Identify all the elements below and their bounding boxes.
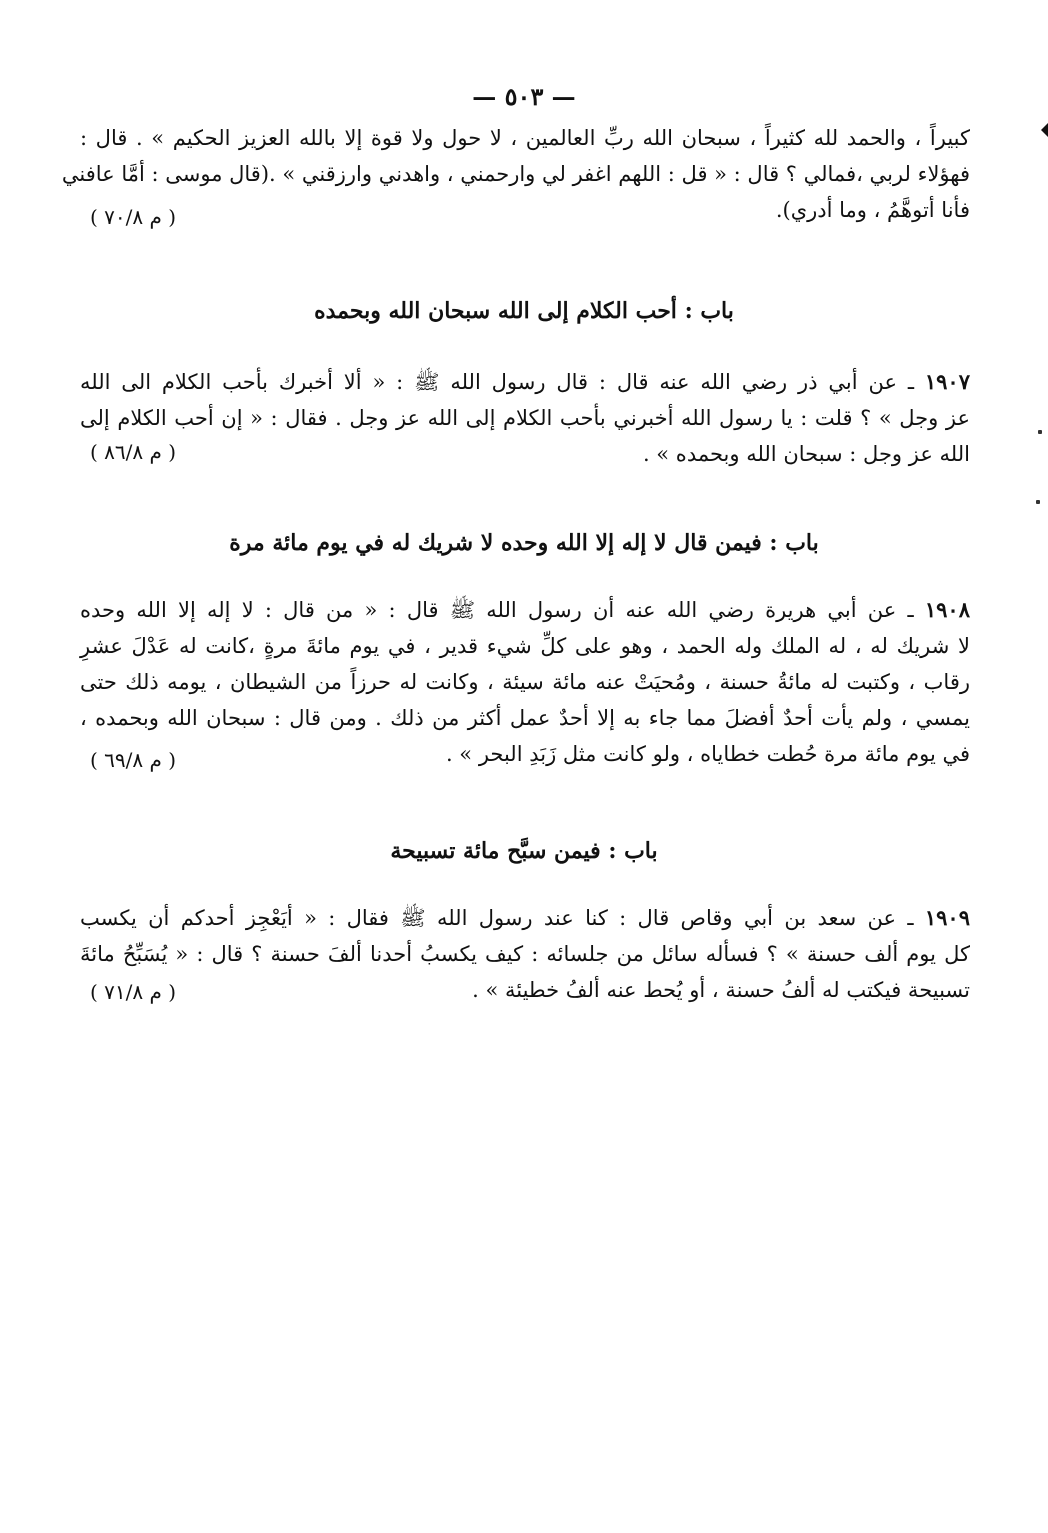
hadith-line: الله عز وجل : سبحان الله وبحمده » .	[642, 442, 970, 466]
hadith-number: ١٩٠٧	[924, 369, 970, 394]
hadith-line: تسبيحة فيكتب له ألفُ حسنة ، أو يُحط عنه ألفُ خطيئة » .	[472, 978, 970, 1002]
hadith-number: ١٩٠٨	[924, 597, 970, 622]
hadith-line: ١٩٠٩ ـ عن سعد بن أبي وقاص قال : كنا عند رسول الله ﷺ فقال : « أيَعْجِز أحدكم أن يكسب	[80, 905, 970, 930]
hadith-line: في يوم مائة مرة حُطت خطاياه ، ولو كانت مثل زَبَدِ البحر » .	[445, 742, 970, 766]
hadith-line: يمسي ، ولم يأت أحدٌ أفضلَ مما جاء به إلا أحدٌ عمل أكثر من ذلك . ومن قال : سبحان الله وبحمده ،	[80, 706, 970, 730]
intro-paragraph	[61, 120, 970, 228]
intro-line: كبيراً ، والحمد لله كثيراً ، سبحان الله ربِّ العالمين ، لا حول ولا قوة إلا بالله العزيز الحكيم » . قال :	[80, 126, 970, 150]
hadith-1909-reference: ( م ٧١/٨ )	[90, 980, 177, 1004]
intro-line: فهؤلاء لربي ،فمالي ؟ قال : « قل : اللهم اغفر لي وارحمني ، واهدني وارزقني » .(قال موسى : أمَّا عافني	[61, 162, 970, 186]
intro-line: فأنا أتوهَّمُ ، وما أدري).	[775, 198, 970, 222]
hadith-1908-reference: ( م ٦٩/٨ )	[90, 748, 177, 772]
scan-speck	[1036, 500, 1040, 504]
chapter-heading-1907: باب : أحب الكلام إلى الله سبحان الله وبحمده	[314, 298, 734, 324]
margin-mark	[1041, 123, 1048, 137]
hadith-line: عز وجل » ؟ قلت : يا رسول الله أخبرني بأحب الكلام إلى الله عز وجل . فقال : « إن أحب الكلام إلى	[80, 406, 970, 430]
hadith-line: ١٩٠٧ ـ عن أبي ذر رضي الله عنه قال : قال رسول الله ﷺ : « ألا أخبرك بأحب الكلام الى الله	[80, 369, 970, 394]
hadith-1909	[80, 900, 970, 1008]
chapter-heading-1909: باب : فيمن سبَّح مائة تسبيحة	[390, 838, 658, 864]
hadith-1908	[80, 592, 970, 772]
intro-reference: ( م ٧٠/٨ )	[90, 205, 177, 229]
hadith-number: ١٩٠٩	[924, 905, 970, 930]
chapter-heading-1908: باب : فيمن قال لا إله إلا الله وحده لا شريك له في يوم مائة مرة	[229, 530, 819, 556]
hadith-line: ١٩٠٨ ـ عن أبي هريرة رضي الله عنه أن رسول الله ﷺ قال : « من قال : لا إله إلا الله وحده	[80, 597, 970, 622]
hadith-line: كل يوم ألف حسنة » ؟ فسأله سائل من جلسائه : كيف يكسبُ أحدنا ألفَ حسنة ؟ قال : « يُسَبِّحُ مائةَ	[80, 942, 970, 966]
hadith-1907-reference: ( م ٨٦/٨ )	[90, 440, 177, 464]
page-number: — ٥٠٣ —	[472, 82, 576, 111]
hadith-line: لا شريك له ، له الملك وله الحمد ، وهو على كلِّ شيء قدير ، في يوم مائةَ مرةٍ ،كانت له عَدْلَ عشرِ	[80, 634, 970, 658]
hadith-1907	[80, 364, 970, 472]
scan-speck	[1038, 430, 1042, 434]
hadith-line: رقاب ، وكتبت له مائةُ حسنة ، ومُحيَتْ عنه مائة سيئة ، وكانت له حرزاً من الشيطان ، يومه ذلك حتى	[80, 670, 970, 694]
